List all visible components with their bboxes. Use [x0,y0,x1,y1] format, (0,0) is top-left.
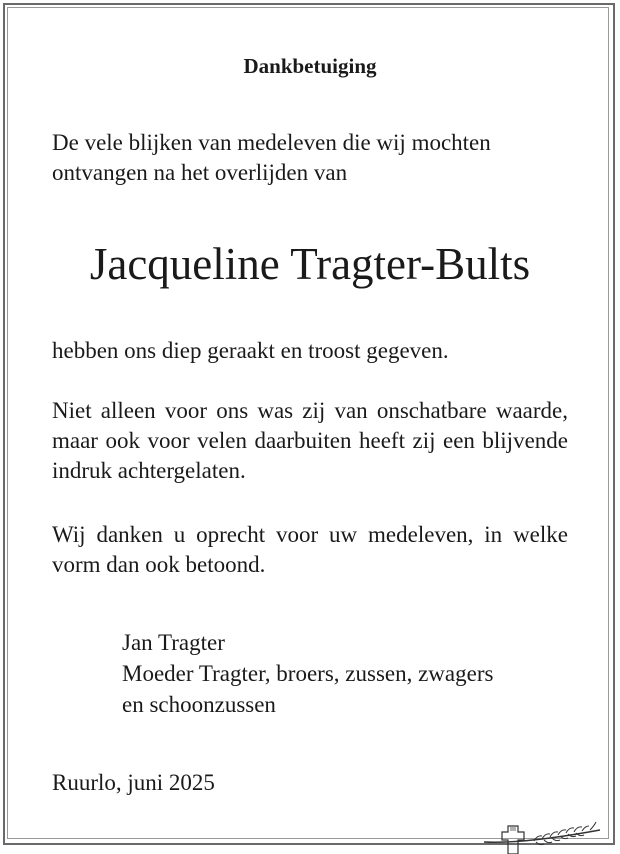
signer-line: Moeder Tragter, broers, zussen, zwagers [122,661,494,686]
paragraph-thanks: Wij danken u oprecht voor uw medeleven, in welke vorm dan ook betoond. [52,522,568,577]
place-date: Ruurlo, juni 2025 [52,770,215,795]
signer-line: Jan Tragter [122,630,225,655]
deceased-name: Jacqueline Tragter-Bults [89,239,531,289]
signers-block [122,627,582,720]
signer-line: en schoonzussen [122,692,276,717]
notice-title: Dankbetuiging [243,54,377,78]
paragraph-comfort: hebben ons diep geraakt en troost gegeven. [52,338,449,363]
paragraph-tribute: Niet alleen voor ons was zij van onschatbare waarde, maar ook voor velen daarbuiten heeft zij een blijvende indruk achtergelaten. [52,398,568,483]
intro-paragraph: De vele blijken van medeleven die wij mochten ontvangen na het overlijden van [52,130,491,185]
cross-branch-icon [484,820,604,854]
